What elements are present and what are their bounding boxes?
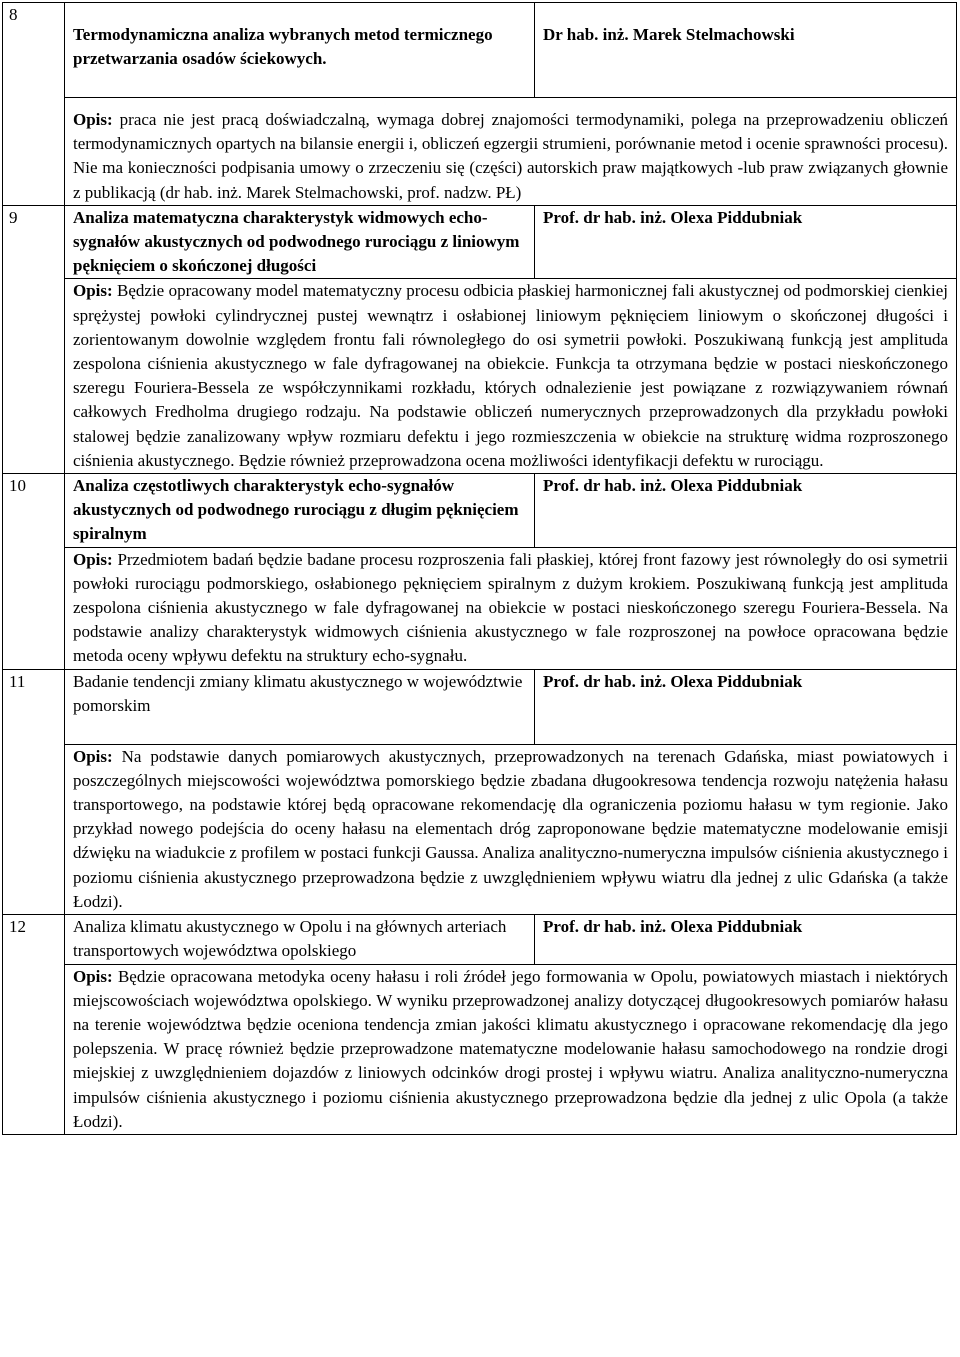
topic-row-8-header xyxy=(3,3,957,98)
description-label: Opis: xyxy=(73,549,113,569)
topic-description xyxy=(65,547,957,669)
topic-row-9-header xyxy=(3,205,957,279)
topic-title: Analiza matematyczna charakterystyk widmowych echo-sygnałów akustycznych od podwodnego rurociągu z liniowym pęknięciem o skończonej długości xyxy=(65,205,535,279)
topic-supervisor: Prof. dr hab. inż. Olexa Piddubniak xyxy=(535,915,957,964)
topic-description xyxy=(65,964,957,1134)
description-text: Przedmiotem badań będzie badane procesu rozproszenia fali płaskiej, której front fazowy jest równoległy do osi symetrii powłoki rurociągu podmorskiego, osłabionego pęknięciem spiralnym z dużym krokiem. Poszukiwaną funkcją jest amplituda zespolona ciśnienia akustycznego w fale dyfragowanej na obiekcie w postaci nieskończonego szeregu Fouriera-Bessela. Na podstawie analizy charakterystyk widmowych ciśnienia akustycznego w fale rozproszonej na powłoce opracowana będzie metoda oceny wpływu defektu na struktury echo-sygnału. xyxy=(73,549,949,666)
topic-title: Analiza klimatu akustycznego w Opolu i na głównych arteriach transportowych województwa opolskiego xyxy=(65,915,535,964)
topic-row-9-description xyxy=(3,279,957,474)
topic-number: 11 xyxy=(3,669,65,914)
topic-row-10-header xyxy=(3,474,957,548)
topic-title: Analiza częstotliwych charakterystyk echo-sygnałów akustycznych od podwodnego rurociągu z długim pęknięciem spiralnym xyxy=(65,474,535,548)
description-text: Będzie opracowany model matematyczny procesu odbicia płaskiej harmonicznej fali akustycznej od podmorskiej cienkiej sprężystej powłoki cylindrycznej pustej wewnątrz i osłabionej liniowym pęknięciem liniowym o skończonej długości i zorientowanym dowolnie względem frontu fali równoległego do osi symetrii powłoki. Poszukiwaną funkcją jest amplituda zespolona ciśnienia akustycznego w fale dyfragowanej na obiekcie. Funkcja ta otrzymana będzie w postaci nieskończonego szeregu Fouriera-Bessela ze współczynnikami rozkładu, których odnalezienie jest powiązane z rozwiązywaniem równań całkowych Fredholma drugiego rodzaju. Na podstawie obliczeń numerycznych przeprowadzonych dla przykładu powłoki stalowej będzie zanalizowany wpływ rozmiaru defektu i jego rozmieszczenia w obiekcie na strukturę widma rozproszonego ciśnienia akustycznego. Będzie również przeprowadzona ocena możliwości identyfikacji defektu w rurociągu. xyxy=(73,281,948,470)
topic-row-12-description xyxy=(3,964,957,1134)
topic-description xyxy=(65,279,957,474)
topic-supervisor: Prof. dr hab. inż. Olexa Piddubniak xyxy=(535,474,957,548)
topic-row-11-description xyxy=(3,744,957,914)
topic-row-11-header xyxy=(3,669,957,744)
topic-number: 9 xyxy=(3,205,65,473)
description-text: Będzie opracowana metodyka oceny hałasu i roli źródeł jego formowania w Opolu, powiatowych miastach i niektórych miejscowościach województwa opolskiego. W wyniku przeprowadzonej analizy dotyczącej długookresowych pomiarów hałasu na terenie województwa będzie oceniona tendencja zmian jakości klimatu akustycznego i opracowane rekomendację dla jego polepszenia. W pracę również będzie przeprowadzone matematyczne modelowanie hałasu samochodowego na rondzie drogi miejskiej z uwzględnieniem dojazdów z liniowych odcinków drogi prostej i wpływu wiatru. Analiza analityczno-numeryczna impulsów ciśnienia akustycznego i poziomu ciśnienia akustycznego przeprowadzona będzie dla jednej z ulic Opola (a także Łodzi). xyxy=(73,966,949,1131)
topic-title: Termodynamiczna analiza wybranych metod termicznego przetwarzania osadów ściekowych. xyxy=(65,3,535,98)
thesis-topics-table xyxy=(2,2,957,1135)
topic-title: Badanie tendencji zmiany klimatu akustycznego w województwie pomorskim xyxy=(65,669,535,744)
topic-number: 10 xyxy=(3,474,65,670)
topic-supervisor: Prof. dr hab. inż. Olexa Piddubniak xyxy=(535,669,957,744)
topic-description xyxy=(65,98,957,206)
description-label: Opis: xyxy=(73,281,113,301)
topic-row-8-description xyxy=(3,98,957,206)
description-text: Na podstawie danych pomiarowych akustycznych, przeprowadzonych na terenach Gdańska, miast powiatowych i poszczególnych miejscowości województwa pomorskiego będzie zbadana długookresowa tendencja rozwoju natężenia hałasu transportowego, na podstawie której będą opracowane rekomendację dla ograniczenia poziomu hałasu w tym regionie. Jako przykład nowego podejścia do oceny hałasu na elementach dróg zaproponowane będzie matematyczne modelowanie emisji dźwięku na wiadukcie z profilem w postaci funkcji Gaussa. Analiza analityczno-numeryczna impulsów ciśnienia akustycznego i poziomu ciśnienia akustycznego przeprowadzona będzie z uwzględnieniem wpływu wiatru dla jednej z ulic Gdańska (a także Łodzi). xyxy=(73,746,949,911)
topic-row-12-header xyxy=(3,915,957,964)
topic-supervisor: Prof. dr hab. inż. Olexa Piddubniak xyxy=(535,205,957,279)
description-label: Opis: xyxy=(73,746,113,766)
description-text: praca nie jest pracą doświadczalną, wymaga dobrej znajomości termodynamiki, polega na przeprowadzeniu obliczeń termodynamicznych opartych na bilansie energii i, obliczeń egzergii strumieni, porównanie metod i ocenie sprawności procesu). Nie ma konieczności podpisania umowy o zrzeczeniu się (części) autorskich praw majątkowych -lub praw związanych głownie z publikacją (dr hab. inż. Marek Stelmachowski, prof. nadzw. PŁ) xyxy=(73,110,949,202)
description-label: Opis: xyxy=(73,110,113,129)
topic-description xyxy=(65,744,957,914)
topic-number: 8 xyxy=(3,3,65,206)
topic-supervisor: Dr hab. inż. Marek Stelmachowski xyxy=(535,3,957,98)
topic-number: 12 xyxy=(3,915,65,1135)
topic-row-10-description xyxy=(3,547,957,669)
description-label: Opis: xyxy=(73,966,113,986)
